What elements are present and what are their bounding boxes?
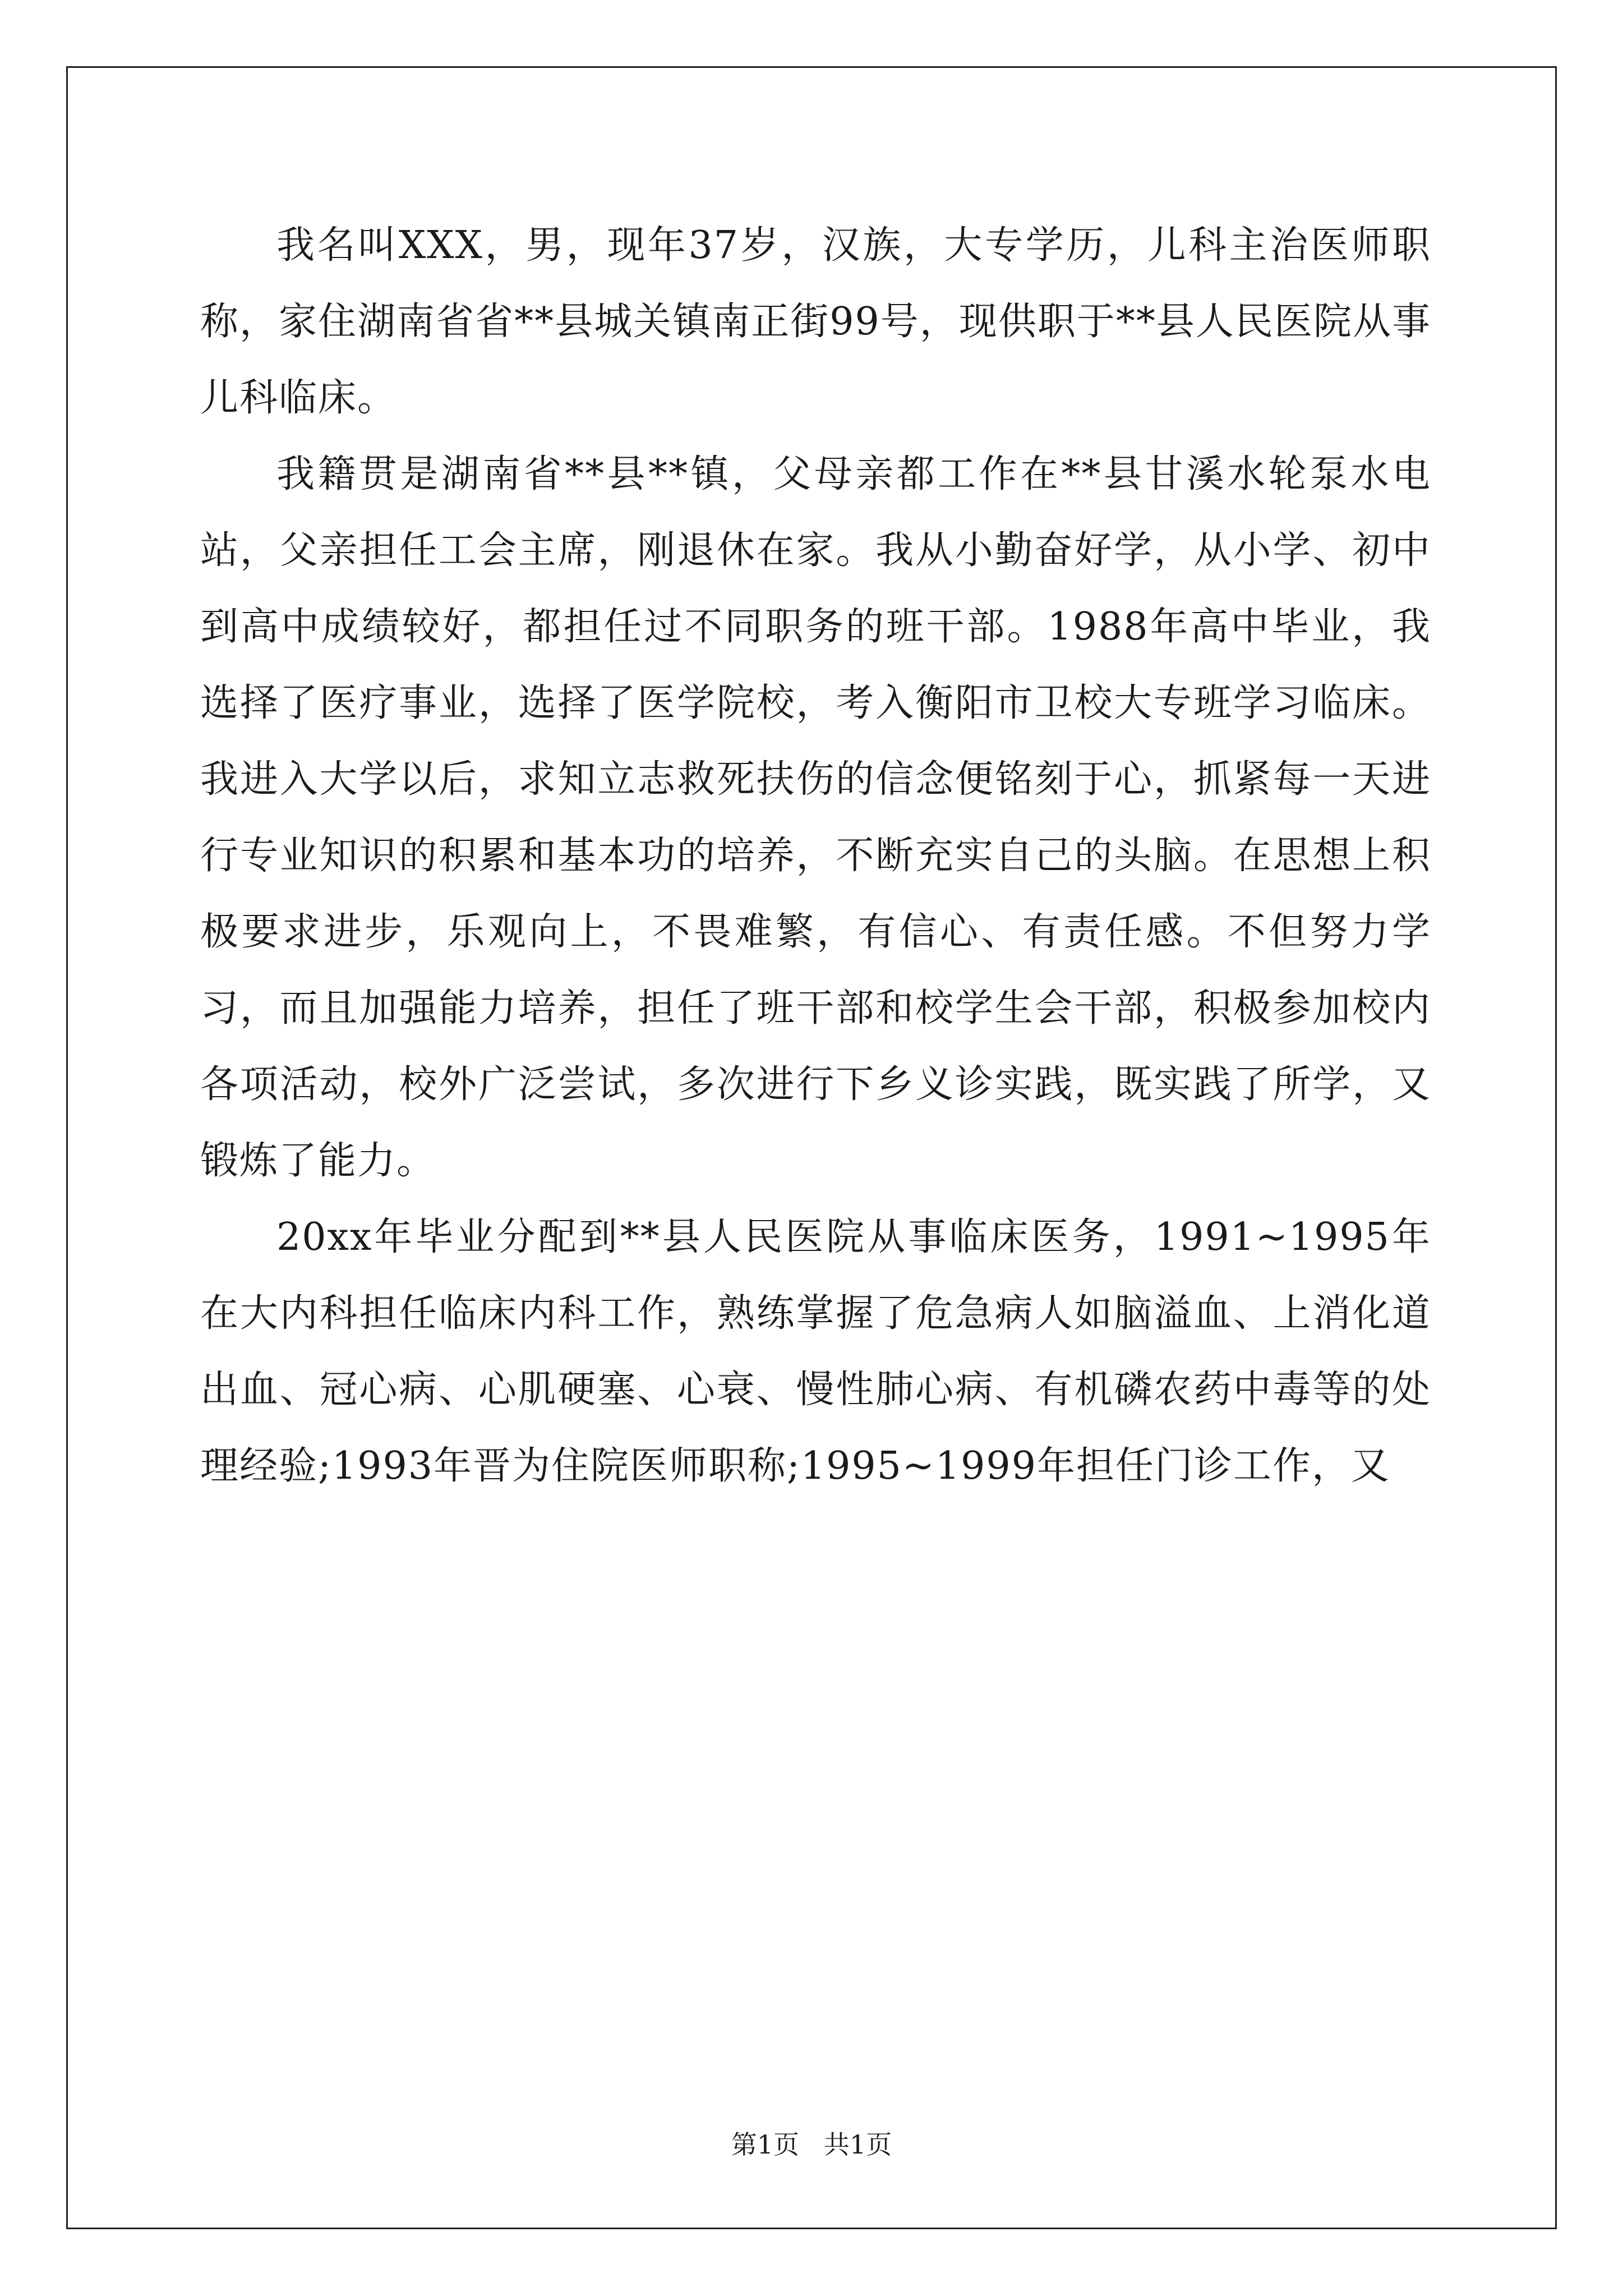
paragraph-personal-info: 我名叫XXX，男，现年37岁，汉族，大专学历，儿科主治医师职称，家住湖南省省**县城关镇南正街99号，现供职于**县人民医院从事儿科临床。 xyxy=(200,223,1431,420)
document-body xyxy=(200,208,1431,1504)
paragraph-education-background: 我籍贯是湖南省**县**镇，父母亲都工作在**县甘溪水轮泵水电站，父亲担任工会主席，刚退休在家。我从小勤奋好学，从小学、初中到高中成绩较好，都担任过不同职务的班干部。1988年高中毕业，我选择了医疗事业，选择了医学院校，考入衡阳市卫校大专班学习临床。我进入大学以后，求知立志救死扶伤的信念便铭刻于心，抓紧每一天进行专业知识的积累和基本功的培养，不断充实自己的头脑。在思想上积极要求进步，乐观向上，不畏难繁，有信心、有责任感。不但努力学习，而且加强能力培养，担任了班干部和校学生会干部，积极参加校内各项活动，校外广泛尝试，多次进行下乡义诊实践，既实践了所学，又锻炼了能力。 xyxy=(200,452,1431,1183)
paragraph-work-experience: 20xx年毕业分配到**县人民医院从事临床医务，1991~1995年在大内科担任临床内科工作，熟练掌握了危急病人如脑溢血、上消化道出血、冠心病、心肌硬塞、心衰、慢性肺心病、有机磷农药中毒等的处理经验;1993年晋为住院医师职称;1995~1999年担任门诊工作，又 xyxy=(200,1215,1431,1488)
page-number-footer: 第1页 共1页 xyxy=(731,2129,892,2160)
